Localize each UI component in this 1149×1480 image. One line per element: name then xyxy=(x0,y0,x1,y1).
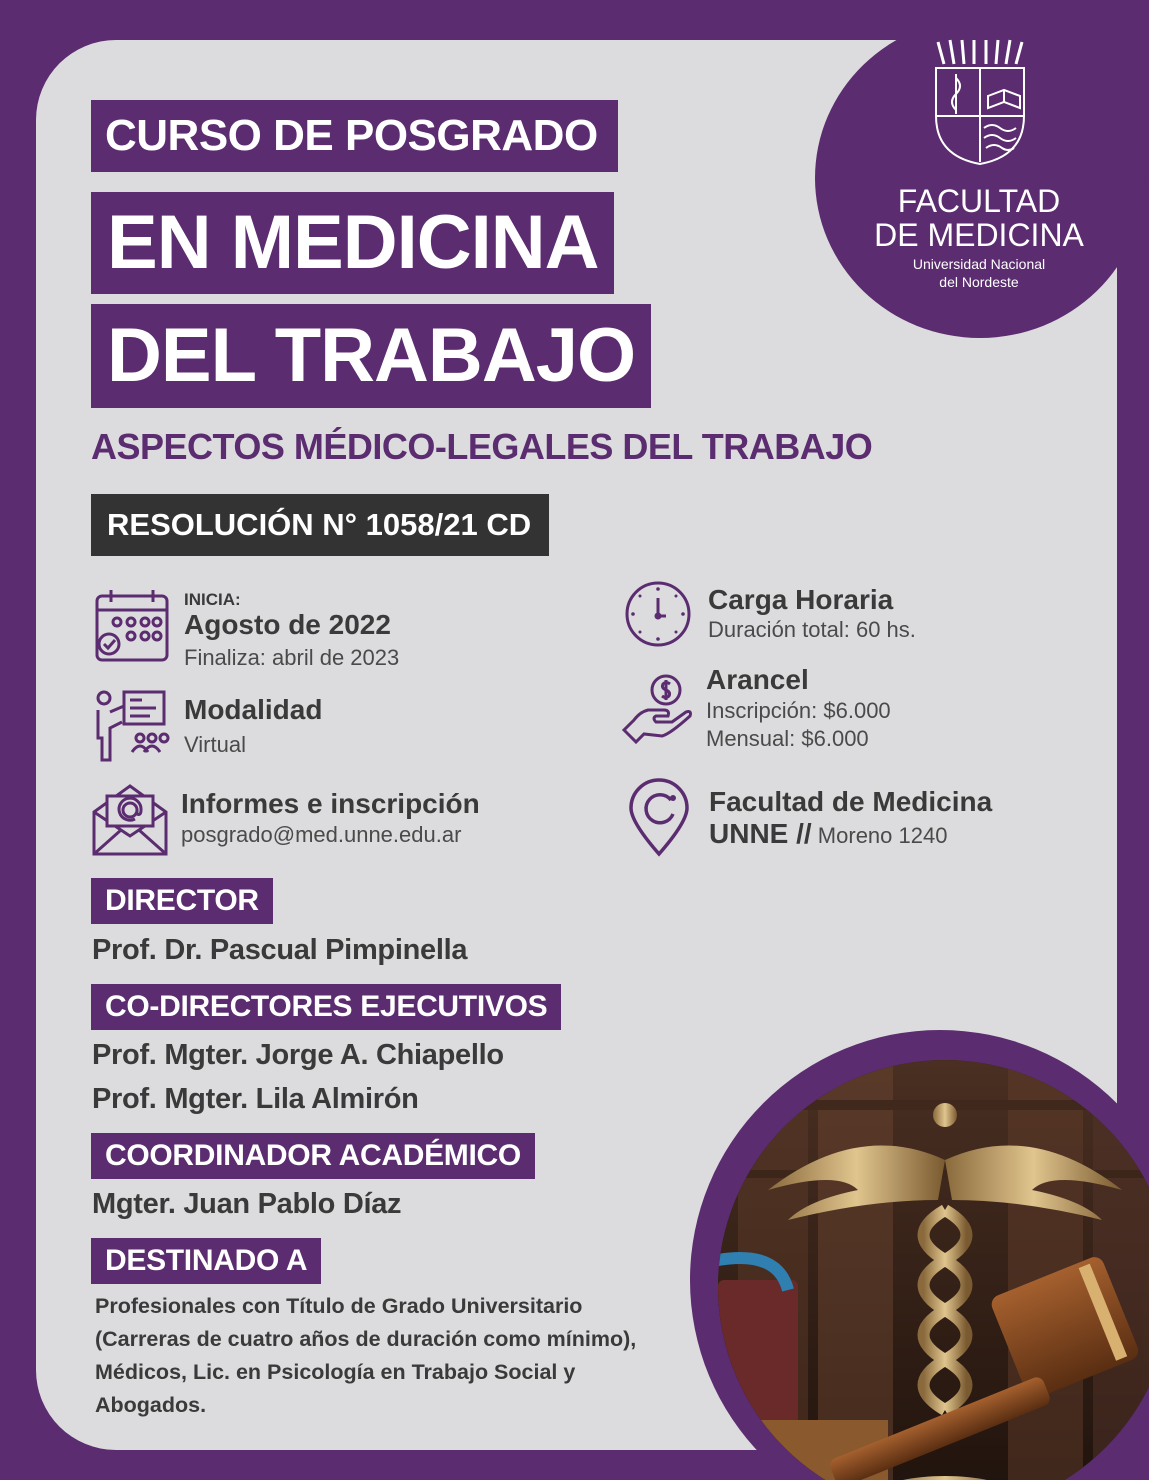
location-line2 xyxy=(709,818,947,850)
logo-faculty-line2: DE MEDICINA xyxy=(874,217,1084,253)
money-hand-icon xyxy=(622,672,694,746)
modality-label: Modalidad xyxy=(184,694,323,725)
director-name: Prof. Dr. Pascual Pimpinella xyxy=(92,934,468,966)
presentation-icon xyxy=(94,688,170,764)
end-note: Finaliza: abril de 2023 xyxy=(184,645,400,670)
audience-line-2: (Carreras de cuatro años de duración como mínimo), xyxy=(95,1327,637,1351)
location-line1: Facultad de Medicina xyxy=(709,786,993,817)
email-icon xyxy=(91,782,169,858)
codirector-name-2: Prof. Mgter. Lila Almirón xyxy=(92,1083,419,1115)
contact-email[interactable]: posgrado@med.unne.edu.ar xyxy=(181,822,462,847)
codirectors-heading: CO-DIRECTORES EJECUTIVOS xyxy=(91,984,561,1030)
start-value: Agosto de 2022 xyxy=(184,609,391,640)
fee-registration: Inscripción: $6.000 xyxy=(706,698,891,723)
unne-shield-icon xyxy=(934,38,1026,166)
title-line-3: DEL TRABAJO xyxy=(91,304,651,408)
coordinator-name: Mgter. Juan Pablo Díaz xyxy=(92,1188,402,1220)
codirector-name-1: Prof. Mgter. Jorge A. Chiapello xyxy=(92,1039,504,1071)
logo-faculty-line1: FACULTAD xyxy=(897,183,1061,219)
audience-line-1: Profesionales con Título de Grado Universitario xyxy=(95,1294,583,1318)
clock-icon xyxy=(624,580,692,648)
location-pin-icon xyxy=(627,778,691,858)
modality-value: Virtual xyxy=(184,732,246,757)
hours-label: Carga Horaria xyxy=(708,584,894,615)
logo-university-line1: Universidad Nacional xyxy=(912,256,1046,272)
subtitle: ASPECTOS MÉDICO-LEGALES DEL TRABAJO xyxy=(91,426,873,467)
fee-monthly: Mensual: $6.000 xyxy=(706,726,869,751)
audience-line-3: Médicos, Lic. en Psicología en Trabajo Social y xyxy=(95,1360,576,1384)
hours-value: Duración total: 60 hs. xyxy=(708,617,916,642)
title-line-1: CURSO DE POSGRADO xyxy=(91,100,618,172)
start-label: INICIA: xyxy=(184,590,241,609)
contact-label: Informes e inscripción xyxy=(181,788,480,819)
calendar-icon xyxy=(93,588,171,664)
director-heading: DIRECTOR xyxy=(91,878,273,924)
location-address: Moreno 1240 xyxy=(811,823,948,848)
title-line-2: EN MEDICINA xyxy=(91,192,614,294)
resolution-badge: RESOLUCIÓN N° 1058/21 CD xyxy=(91,494,549,556)
coordinator-heading: COORDINADOR ACADÉMICO xyxy=(91,1133,535,1179)
location-unne: UNNE // xyxy=(709,818,812,849)
logo-university-line2: del Nordeste xyxy=(939,274,1019,290)
audience-line-4: Abogados. xyxy=(95,1393,207,1417)
audience-heading: DESTINADO A xyxy=(91,1238,321,1284)
fee-label: Arancel xyxy=(706,664,809,695)
